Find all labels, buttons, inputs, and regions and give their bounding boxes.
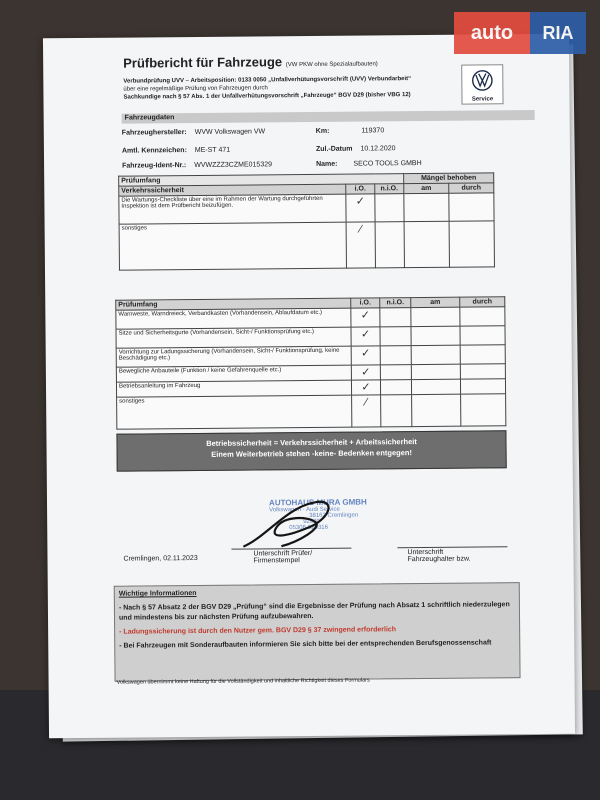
important-information-box: [114, 582, 521, 682]
row-text: sonstiges: [117, 395, 352, 429]
check-mark: ✓: [351, 346, 380, 365]
info-heading: Wichtige Informationen: [118, 589, 197, 598]
registration-date-field: Zul.-Datum 10.12.2020: [315, 145, 396, 153]
table-row: [119, 221, 494, 270]
check-mark: ✓: [351, 380, 380, 395]
row-text: Sitze und Sicherheitsgurte (Vorhandensein, Sicht-/ Funktionsprüfung etc.): [116, 327, 351, 348]
scope-header: Prüfumfang: [119, 174, 404, 186]
maker-field: Fahrzeughersteller: WVW Volkswagen VW: [121, 128, 266, 137]
traffic-safety-table: [118, 172, 495, 270]
defects-fixed-header: Mängel behoben: [404, 173, 494, 184]
stamp-line-4: 92930: [303, 518, 320, 526]
check-mark: ✓: [351, 308, 380, 327]
col-durch: durch: [460, 297, 505, 307]
inspection-report-sheet: [43, 34, 575, 739]
summary-line-2: Einem Weiterbetrieb stehen -keine- Bedenken entgegen!: [211, 448, 412, 459]
examiner-label: Unterschrift Prüfer/ Firmenstempel: [253, 549, 313, 565]
autoria-watermark: [454, 12, 586, 54]
vehicle-data-heading: Fahrzeugdaten: [122, 110, 535, 124]
operational-safety-summary: [116, 430, 506, 471]
col-nio: n.i.O.: [375, 184, 404, 194]
stamp-line-2: Volkswagen · Audi Service: [269, 506, 340, 514]
scope-header: Prüfumfang: [116, 298, 351, 310]
col-am: am: [404, 183, 449, 193]
row-text: Warnweste, Warndreieck, Verbandkasten (Vorhandensein, Ablaufdatum etc.): [116, 308, 351, 329]
check-mark: ✓: [351, 327, 380, 346]
km-field: Km: 119370: [315, 127, 385, 135]
col-io: i.O.: [351, 298, 380, 308]
table-row: [117, 394, 506, 429]
check-mark: ⁄: [352, 395, 381, 427]
col-io: i.O.: [346, 184, 375, 194]
summary-line-1: Betriebssicherheit = Verkehrssicherheit + Arbeitssicherheit: [206, 437, 417, 448]
footer-disclaimer: Volkswagen übernimmt keine Haftung für die Vollständigkeit und inhaltliche Richtigkeit dieses Formulars: [116, 677, 370, 686]
watermark-ria: RIA: [530, 12, 586, 54]
work-safety-table: [115, 296, 506, 429]
check-mark: ⁄: [346, 222, 375, 268]
report-title: Prüfbericht für Fahrzeuge (VW PKW ohne Spezialaufbauten): [123, 54, 378, 71]
info-paragraph-2: - Ladungssicherung ist durch den Nutzer gem. BGV D29 § 37 zwingend erforderlich: [119, 626, 397, 636]
row-text: sonstiges: [119, 222, 346, 270]
col-am: am: [411, 297, 460, 307]
check-mark: ✓: [351, 365, 380, 380]
row-text: Die Wartungs-Checkliste über eine im Rahmen der Wartung durchgeführten Inspektion ist dem Prüfbericht beizufügen.: [119, 194, 346, 224]
info-paragraph-3: - Bei Fahrzeugen mit Sonderaufbauten informieren Sie sich bitte bei der entsprechenden Berufsgenossenschaft: [119, 639, 492, 650]
col-nio: n.i.O.: [380, 298, 411, 308]
place-date: Cremlingen, 02.11.2023: [123, 554, 198, 563]
vw-service-badge: [461, 64, 503, 104]
stamp-company: AUTOHAUS MURA GMBH: [268, 497, 367, 508]
table-row: [119, 193, 494, 224]
row-text: Bewegliche Anbauteile (Funktion / keine Gefahrenquelle etc.): [116, 365, 351, 382]
stamp-line-3: 38162 Cremlingen: [309, 512, 359, 520]
stamp-line-5: 05306-929316: [289, 524, 328, 532]
owner-name-field: Name: SECO TOOLS GMBH: [316, 160, 422, 168]
row-text: Vorrichtung zur Ladungssicherung (Vorhandensein, Sicht-/ Funktionsprüfung, keine Beschädigung etc.): [116, 346, 351, 367]
traffic-safety-header: Verkehrssicherheit: [119, 184, 346, 196]
info-paragraph-1: - Nach § 57 Absatz 2 der BGV D29 „Prüfung“ sind die Ergebnisse der Prüfung nach Absatz 1 schriftlich niederzulegen und mindestens bis zur nächsten Prüfung aufzubewahren.: [118, 601, 510, 622]
watermark-auto: auto: [454, 12, 530, 54]
owner-label: Unterschrift Fahrzeughalter bzw.: [407, 548, 471, 564]
vw-logo-icon: [471, 69, 493, 91]
vw-service-label: Service: [471, 96, 494, 103]
row-text: Betriebsanleitung im Fahrzeug: [116, 380, 351, 397]
report-intro: Verbundprüfung UVV – Arbeitsposition: 0133 0050 „Unfallverhütungsvorschrift (UVV) Verbundarbeit“ über eine regelmäßige Prüfung von Fahrzeugen durch Sachkundige nach § 57 Abs. 1 der Unfallverhütungsvorschrift „Fahrzeuge“ BGV D29 (bisher VBG 12): [123, 76, 412, 101]
col-durch: durch: [449, 183, 494, 193]
check-mark: ✓: [346, 194, 375, 222]
vin-field: Fahrzeug-Ident-Nr.: WVWZZZ3CZME015329: [122, 161, 273, 170]
plate-field: Amtl. Kennzeichen: ME-ST 471: [121, 146, 231, 155]
